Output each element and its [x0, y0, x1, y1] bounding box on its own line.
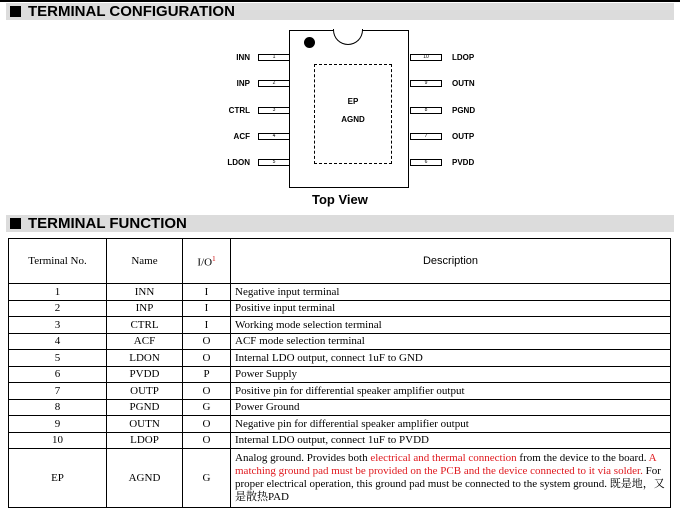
ep-label: EP	[347, 97, 359, 106]
header-io	[183, 239, 231, 284]
cell-no: 2	[9, 300, 107, 317]
cell-description: Working mode selection terminal	[231, 317, 671, 334]
pin-1: 1	[258, 54, 290, 61]
cell-no: 8	[9, 399, 107, 416]
cell-description: Power Ground	[231, 399, 671, 416]
table-row-ep	[9, 449, 671, 508]
pin-5: 5	[258, 159, 290, 166]
cell-no: 1	[9, 284, 107, 301]
pin-2: 2	[258, 80, 290, 87]
terminal-function-table	[8, 238, 671, 508]
table-row	[9, 383, 671, 400]
pin-label: OUTN	[452, 79, 475, 88]
cell-description: Power Supply	[231, 366, 671, 383]
table-row	[9, 416, 671, 433]
pin-8: 8	[410, 107, 442, 114]
cell-no: 5	[9, 350, 107, 367]
section-title: TERMINAL FUNCTION	[28, 215, 187, 232]
section-title: TERMINAL CONFIGURATION	[28, 3, 235, 20]
table-header-row	[9, 239, 671, 284]
cell-name: LDOP	[107, 432, 183, 449]
header-io-text: I/O	[197, 256, 213, 269]
cell-io: I	[183, 317, 231, 334]
cell-io: P	[183, 366, 231, 383]
bullet-square-icon	[10, 218, 21, 229]
cell-name: INP	[107, 300, 183, 317]
cell-description: Internal LDO output, connect 1uF to GND	[231, 350, 671, 367]
pin-label: ACF	[233, 132, 250, 141]
cell-no: 6	[9, 366, 107, 383]
pin-3: 3	[258, 107, 290, 114]
table-row	[9, 432, 671, 449]
cell-io: G	[183, 449, 231, 508]
footnote-marker: 1	[212, 255, 216, 264]
pin-label: CTRL	[228, 106, 250, 115]
header-description: Description	[231, 239, 671, 284]
table-row	[9, 399, 671, 416]
cell-name: ACF	[107, 333, 183, 350]
cell-name: PGND	[107, 399, 183, 416]
pin-label: LDON	[227, 158, 250, 167]
cell-no: 9	[9, 416, 107, 433]
table-row	[9, 317, 671, 334]
cell-description	[231, 449, 671, 508]
table-row	[9, 300, 671, 317]
cell-name: OUTN	[107, 416, 183, 433]
cell-name: OUTP	[107, 383, 183, 400]
header-name: Name	[107, 239, 183, 284]
pin-label: PVDD	[452, 158, 475, 167]
desc-text: For proper electrical operation, this ground pad must be connected to the system ground. 既是地，又是散热PAD	[235, 465, 665, 503]
section-header-configuration	[6, 3, 674, 20]
cell-io: O	[183, 350, 231, 367]
cell-description: Positive pin for differential speaker amplifier output	[231, 383, 671, 400]
pin-label: PGND	[452, 106, 476, 115]
cell-io: O	[183, 416, 231, 433]
cell-io: O	[183, 383, 231, 400]
table-row	[9, 284, 671, 301]
desc-text: from the device to the board.	[516, 452, 649, 464]
cell-no: 7	[9, 383, 107, 400]
agnd-label: AGND	[341, 115, 365, 124]
pin-10: 10	[410, 54, 442, 61]
pin-label: LDOP	[452, 53, 475, 62]
table-row	[9, 350, 671, 367]
exposed-pad-outline	[314, 64, 392, 164]
cell-name: AGND	[107, 449, 183, 508]
desc-highlight: electrical and thermal connection	[370, 452, 517, 464]
cell-no: 4	[9, 333, 107, 350]
pin-label: OUTP	[452, 132, 475, 141]
cell-no: 3	[9, 317, 107, 334]
top-rule	[0, 0, 680, 2]
cell-io: O	[183, 333, 231, 350]
pin-9: 9	[410, 80, 442, 87]
cell-description: ACF mode selection terminal	[231, 333, 671, 350]
cell-io: I	[183, 284, 231, 301]
desc-text: Analog ground. Provides both	[235, 452, 371, 464]
cell-description: Positive input terminal	[231, 300, 671, 317]
cell-name: CTRL	[107, 317, 183, 334]
bullet-square-icon	[10, 6, 21, 17]
header-terminal-no: Terminal No.	[9, 239, 107, 284]
desc-highlight: A matching ground pad must be provided on the PCB and the device connected to it via solder.	[235, 452, 656, 477]
cell-no: EP	[9, 449, 107, 508]
top-view-caption: Top View	[312, 192, 368, 207]
cell-description: Negative input terminal	[231, 284, 671, 301]
pin-7: 7	[410, 133, 442, 140]
section-header-function	[6, 215, 674, 232]
pin-label: INN	[236, 53, 250, 62]
table-row	[9, 366, 671, 383]
pin-4: 4	[258, 133, 290, 140]
cell-io: O	[183, 432, 231, 449]
cell-io: G	[183, 399, 231, 416]
pin-6: 6	[410, 159, 442, 166]
cell-io: I	[183, 300, 231, 317]
cell-no: 10	[9, 432, 107, 449]
cell-name: PVDD	[107, 366, 183, 383]
table-row	[9, 333, 671, 350]
pin1-indicator-dot	[304, 37, 315, 48]
cell-description: Negative pin for differential speaker amplifier output	[231, 416, 671, 433]
pin-label: INP	[236, 79, 250, 88]
cell-name: LDON	[107, 350, 183, 367]
cell-description: Internal LDO output, connect 1uF to PVDD	[231, 432, 671, 449]
cell-name: INN	[107, 284, 183, 301]
